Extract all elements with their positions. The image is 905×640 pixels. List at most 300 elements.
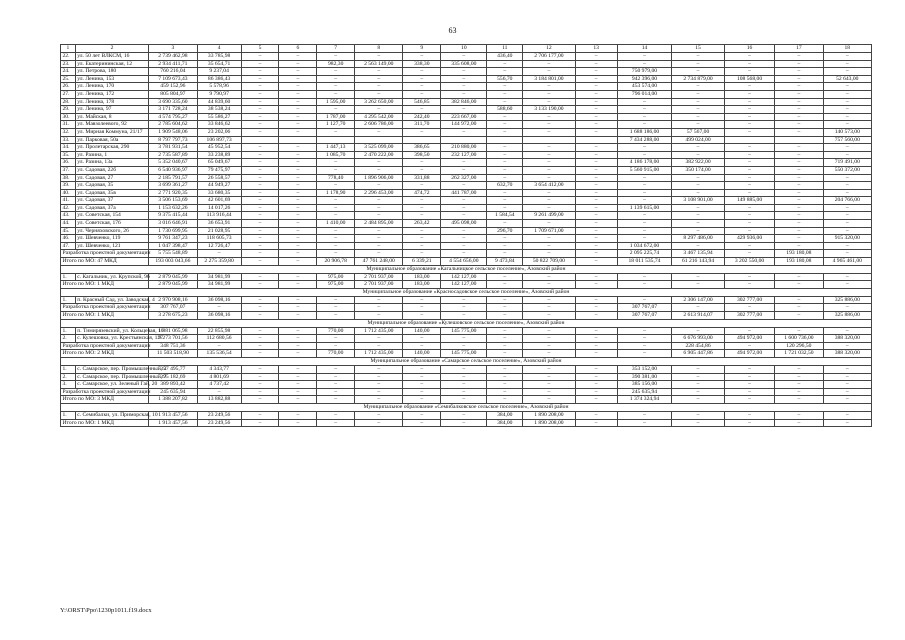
table-cell: –: [241, 250, 279, 258]
table-cell: –: [279, 144, 317, 152]
table-cell: –: [575, 419, 617, 427]
table-row: [61, 242, 872, 250]
table-cell: –: [317, 242, 355, 250]
table-cell: –: [672, 273, 725, 281]
table-cell: –: [355, 342, 403, 350]
table-cell: 1 047 398,47: [149, 242, 197, 250]
table-row: [61, 166, 872, 174]
table-cell: 1 896 906,00: [355, 174, 403, 182]
table-cell: 9 375 415,44: [149, 212, 197, 220]
table-cell: –: [487, 250, 523, 258]
table-cell: –: [241, 227, 279, 235]
table-cell: –: [241, 411, 279, 419]
table-cell: 33 680,35: [197, 189, 241, 197]
table-cell: –: [279, 411, 317, 419]
table-cell: 335 608,00: [441, 60, 487, 68]
table-row: [61, 227, 872, 235]
table-cell: 384,00: [487, 411, 523, 419]
table-cell: –: [487, 204, 523, 212]
table-cell: –: [197, 304, 241, 312]
table-cell: –: [241, 90, 279, 98]
row-number: 34.: [61, 144, 76, 152]
table-cell: –: [523, 235, 576, 243]
table-cell: 21 028,95: [197, 227, 241, 235]
table-cell: –: [279, 121, 317, 129]
table-cell: –: [724, 273, 774, 281]
table-cell: 142 127,00: [441, 273, 487, 281]
table-cell: –: [575, 350, 617, 358]
table-cell: –: [487, 60, 523, 68]
table-row: [61, 381, 872, 389]
table-cell: 1 374 324,94: [617, 396, 672, 404]
table-cell: 796 014,00: [617, 90, 672, 98]
table-cell: 1 447,13: [317, 144, 355, 152]
table-cell: –: [617, 121, 672, 129]
address-cell: с. Самарское, пер. Промышленный, 2: [77, 365, 167, 372]
table-cell: –: [724, 281, 774, 289]
table-cell: –: [575, 144, 617, 152]
column-number: 18: [823, 45, 871, 53]
table-cell: –: [279, 350, 317, 358]
table-cell: –: [672, 212, 725, 220]
table-cell: –: [617, 151, 672, 159]
table-cell: –: [523, 365, 576, 373]
table-cell: 805 804,97: [149, 90, 197, 98]
table-cell: [403, 136, 441, 144]
table-cell: –: [403, 106, 441, 114]
table-cell: 382 846,00: [441, 98, 487, 106]
municipality-heading: Муниципальное образование «Семибалковское сельское поселение», Азовский район: [61, 403, 872, 411]
table-cell: 193 180,08: [775, 258, 823, 266]
table-cell: –: [403, 250, 441, 258]
table-cell: –: [823, 388, 871, 396]
table-cell: –: [403, 83, 441, 91]
table-cell: –: [724, 83, 774, 91]
table-cell: –: [724, 68, 774, 76]
table-cell: –: [775, 235, 823, 243]
table-cell: –: [487, 128, 523, 136]
table-cell: –: [775, 197, 823, 205]
table-cell: –: [317, 106, 355, 114]
table-cell: 386,65: [403, 144, 441, 152]
summary-row: [61, 258, 872, 266]
table-cell: –: [403, 166, 441, 174]
table-cell: –: [775, 304, 823, 312]
table-cell: –: [617, 227, 672, 235]
table-cell: 5 578,96: [197, 83, 241, 91]
table-cell: –: [724, 174, 774, 182]
table-cell: 106 897,73: [197, 136, 241, 144]
table-cell: 474,72: [403, 189, 441, 197]
table-cell: –: [403, 419, 441, 427]
table-cell: 307 767,07: [617, 304, 672, 312]
table-cell: 3 467 135,94: [672, 250, 725, 258]
table-cell: –: [355, 381, 403, 389]
table-cell: 140,00: [403, 350, 441, 358]
address-cell: с. Самарское, ул. Зеленый Гай, 20: [77, 381, 158, 388]
table-cell: –: [724, 106, 774, 114]
column-number: 6: [279, 45, 317, 53]
table-cell: –: [523, 128, 576, 136]
table-cell: –: [317, 312, 355, 320]
table-cell: –: [355, 106, 403, 114]
table-cell: 1 913 457,56: [149, 411, 197, 419]
address-cell: ул. Майская, 8: [75, 113, 149, 121]
table-cell: –: [487, 68, 523, 76]
row-number: 2.: [61, 335, 76, 343]
table-cell: –: [724, 128, 774, 136]
table-cell: –: [672, 53, 725, 61]
column-number: 12: [523, 45, 576, 53]
table-cell: –: [724, 327, 774, 335]
table-cell: –: [575, 296, 617, 304]
address-cell: ул. Мавзолеевого, 92: [75, 121, 149, 129]
table-cell: –: [441, 365, 487, 373]
table-cell: –: [523, 68, 576, 76]
table-row: [61, 128, 872, 136]
table-cell: –: [823, 204, 871, 212]
table-cell: 2 701 937,00: [355, 281, 403, 289]
table-cell: 2 934 411,71: [149, 60, 197, 68]
table-cell: 778,40: [317, 174, 355, 182]
table-cell: 915 320,00: [823, 235, 871, 243]
table-cell: –: [575, 212, 617, 220]
table-cell: 307 767,07: [149, 304, 197, 312]
table-cell: 112 680,56: [197, 335, 241, 343]
table-cell: –: [317, 335, 355, 343]
address-cell: ул. Садовая, 37а: [75, 204, 149, 212]
row-number: 3.: [61, 381, 76, 389]
table-cell: –: [523, 335, 576, 343]
table-cell: –: [523, 242, 576, 250]
table-cell: –: [279, 235, 317, 243]
table-cell: –: [575, 98, 617, 106]
address-cell: ул. Садовая, 37: [75, 197, 149, 205]
table-cell: –: [775, 388, 823, 396]
table-cell: –: [241, 212, 279, 220]
table-cell: –: [279, 166, 317, 174]
table-header-row: [61, 45, 872, 53]
table-row: [61, 113, 872, 121]
table-cell: –: [487, 350, 523, 358]
table-cell: 45 952,54: [197, 144, 241, 152]
table-cell: –: [279, 106, 317, 114]
table-cell: 7 434 288,00: [617, 136, 672, 144]
table-cell: –: [355, 250, 403, 258]
table-cell: –: [724, 90, 774, 98]
table-cell: 1 909 548,06: [149, 128, 197, 136]
table-cell: –: [441, 296, 487, 304]
table-cell: –: [317, 53, 355, 61]
table-row: [61, 189, 872, 197]
table-cell: –: [823, 419, 871, 427]
table-cell: –: [241, 312, 279, 320]
table-cell: –: [317, 166, 355, 174]
table-cell: 1 153 632,26: [149, 204, 197, 212]
table-cell: 4 574 795,27: [149, 113, 197, 121]
table-cell: 4 186 178,00: [617, 159, 672, 167]
table-cell: –: [775, 411, 823, 419]
table-row: [61, 212, 872, 220]
table-cell: –: [823, 212, 871, 220]
table-cell: –: [724, 419, 774, 427]
table-cell: –: [403, 312, 441, 320]
table-cell: 3 202 550,00: [724, 258, 774, 266]
address-cell: п. Тимирязевский, ул. Кольцевая, 10: [77, 327, 164, 334]
table-cell: –: [775, 182, 823, 190]
table-cell: 33 846,62: [197, 121, 241, 129]
capital-repair-table: [60, 44, 872, 427]
row-number: 38.: [61, 174, 76, 182]
table-cell: –: [575, 159, 617, 167]
table-cell: 210 880,00: [441, 144, 487, 152]
table-cell: –: [672, 227, 725, 235]
table-cell: –: [523, 388, 576, 396]
table-cell: –: [575, 304, 617, 312]
table-cell: –: [241, 419, 279, 427]
table-cell: –: [241, 304, 279, 312]
table-cell: 3 016 646,91: [149, 220, 197, 228]
table-cell: 35 654,71: [197, 60, 241, 68]
table-cell: –: [487, 381, 523, 389]
table-cell: –: [403, 68, 441, 76]
table-cell: 384,00: [487, 419, 523, 427]
table-cell: –: [523, 121, 576, 129]
table-cell: –: [197, 388, 241, 396]
summary-row: [61, 312, 872, 320]
table-cell: 2 739 462,98: [149, 53, 197, 61]
table-cell: 242,40: [403, 113, 441, 121]
table-cell: –: [487, 396, 523, 404]
table-cell: 44 949,27: [197, 182, 241, 190]
table-cell: –: [523, 296, 576, 304]
table-cell: 12 726,47: [197, 242, 241, 250]
table-cell: –: [279, 365, 317, 373]
table-cell: –: [775, 189, 823, 197]
table-cell: –: [775, 381, 823, 389]
table-cell: –: [279, 182, 317, 190]
table-cell: –: [523, 342, 576, 350]
table-cell: 757 560,00: [823, 136, 871, 144]
table-cell: –: [575, 166, 617, 174]
table-cell: –: [317, 381, 355, 389]
table-cell: 223 667,00: [441, 113, 487, 121]
table-cell: –: [672, 151, 725, 159]
table-cell: –: [241, 113, 279, 121]
row-number: 40.: [61, 189, 76, 197]
table-cell: 1 584,54: [487, 212, 523, 220]
table-cell: 395 182,69: [149, 373, 197, 381]
table-cell: 113 916,44: [197, 212, 241, 220]
table-cell: –: [617, 212, 672, 220]
table-cell: –: [403, 365, 441, 373]
column-number: 11: [487, 45, 523, 53]
table-cell: –: [523, 166, 576, 174]
summary-label: Разработка проектной документации: [62, 304, 151, 311]
table-cell: –: [241, 242, 279, 250]
table-cell: –: [672, 281, 725, 289]
table-cell: 556,70: [487, 75, 523, 83]
section-heading-row: [61, 357, 872, 365]
row-number: 27.: [61, 90, 76, 98]
summary-row: [61, 304, 872, 312]
table-cell: –: [523, 174, 576, 182]
table-cell: –: [775, 113, 823, 121]
table-cell: –: [487, 281, 523, 289]
address-cell: ул. Парковая, 50а: [75, 136, 149, 144]
address-cell: ул. 50 лет ВЛКСМ, 16: [75, 53, 149, 61]
table-cell: –: [523, 381, 576, 389]
address-cell: ул. Садовая, 22б: [75, 166, 149, 174]
table-cell: –: [617, 342, 672, 350]
table-cell: 4 965 461,00: [823, 258, 871, 266]
table-cell: –: [317, 68, 355, 76]
address-cell: ул. Ленина, 178: [75, 98, 149, 106]
table-cell: –: [279, 342, 317, 350]
table-cell: –: [487, 304, 523, 312]
table-cell: [241, 136, 279, 144]
table-cell: –: [441, 242, 487, 250]
row-number: 1.: [61, 411, 76, 419]
table-cell: –: [575, 335, 617, 343]
table-cell: –: [279, 388, 317, 396]
table-cell: –: [441, 212, 487, 220]
table-cell: –: [241, 83, 279, 91]
table-cell: 5 755 548,89: [149, 250, 197, 258]
table-cell: 9 473,84: [487, 258, 523, 266]
table-row: [61, 411, 872, 419]
table-row: [61, 235, 872, 243]
table-cell: –: [355, 83, 403, 91]
table-cell: –: [575, 189, 617, 197]
table-cell: –: [672, 182, 725, 190]
table-cell: –: [241, 197, 279, 205]
table-cell: –: [523, 90, 576, 98]
address-cell: ул. Ленина, 172: [75, 90, 149, 98]
table-cell: –: [775, 159, 823, 167]
table-cell: –: [775, 98, 823, 106]
table-cell: –: [279, 197, 317, 205]
table-cell: –: [724, 212, 774, 220]
table-cell: –: [241, 144, 279, 152]
table-cell: –: [575, 68, 617, 76]
table-cell: –: [441, 182, 487, 190]
table-cell: –: [403, 342, 441, 350]
table-cell: –: [617, 174, 672, 182]
table-cell: –: [355, 68, 403, 76]
table-cell: –: [241, 365, 279, 373]
table-cell: –: [617, 411, 672, 419]
address-cell: ул. Садовая, 35: [75, 182, 149, 190]
column-number: 1: [61, 45, 76, 53]
table-cell: –: [355, 204, 403, 212]
table-cell: 453 574,00: [617, 83, 672, 91]
table-cell: –: [403, 396, 441, 404]
summary-label: Итого по МО: 1 МКД: [61, 312, 149, 320]
table-cell: –: [523, 83, 576, 91]
table-cell: –: [241, 396, 279, 404]
table-cell: 429 936,00: [724, 235, 774, 243]
table-cell: –: [487, 159, 523, 167]
table-cell: 357 495,77: [149, 365, 197, 373]
table-cell: –: [355, 411, 403, 419]
table-cell: 3 699 361,27: [149, 182, 197, 190]
table-cell: –: [487, 197, 523, 205]
table-cell: –: [823, 273, 871, 281]
table-cell: –: [487, 121, 523, 129]
table-cell: 20 906,78: [317, 258, 355, 266]
table-cell: –: [823, 189, 871, 197]
table-cell: –: [523, 273, 576, 281]
table-cell: 44 839,60: [197, 98, 241, 106]
table-cell: –: [575, 75, 617, 83]
summary-label: Итого по МО: 47 МКД: [61, 258, 149, 266]
address-cell: п. Красный Сад, ул. Заводская, 4: [77, 296, 155, 303]
table-cell: –: [487, 235, 523, 243]
table-cell: –: [575, 90, 617, 98]
table-row: [61, 273, 872, 281]
table-row: [61, 75, 872, 83]
table-cell: –: [775, 83, 823, 91]
table-cell: –: [775, 396, 823, 404]
table-cell: –: [279, 212, 317, 220]
table-cell: –: [523, 204, 576, 212]
table-cell: 325 886,00: [823, 296, 871, 304]
table-cell: –: [487, 342, 523, 350]
table-cell: 6 540 936,97: [149, 166, 197, 174]
table-cell: 2 606 786,00: [355, 121, 403, 129]
table-cell: –: [575, 83, 617, 91]
address-cell: ул. Советская, 176: [75, 220, 149, 228]
table-cell: –: [823, 151, 871, 159]
file-path-footer: Y:\ORST\Ppo\1230p1011.f19.docx: [60, 607, 152, 614]
table-cell: –: [523, 281, 576, 289]
table-cell: –: [672, 121, 725, 129]
table-cell: 108 568,00: [724, 75, 774, 83]
table-cell: –: [523, 350, 576, 358]
table-cell: –: [441, 53, 487, 61]
table-cell: –: [672, 304, 725, 312]
table-cell: –: [575, 121, 617, 129]
table-cell: –: [487, 335, 523, 343]
table-cell: –: [441, 419, 487, 427]
table-cell: –: [617, 281, 672, 289]
table-cell: 975,00: [317, 273, 355, 281]
table-cell: –: [241, 189, 279, 197]
table-cell: –: [317, 365, 355, 373]
table-cell: –: [724, 396, 774, 404]
table-cell: –: [441, 381, 487, 389]
table-cell: –: [441, 197, 487, 205]
table-cell: –: [672, 98, 725, 106]
table-row: [61, 327, 872, 335]
table-cell: –: [617, 327, 672, 335]
table-cell: –: [279, 60, 317, 68]
table-cell: –: [403, 335, 441, 343]
table-cell: –: [241, 128, 279, 136]
table-cell: –: [355, 75, 403, 83]
table-cell: 2 306 147,00: [672, 296, 725, 304]
table-cell: 2 771 920,35: [149, 189, 197, 197]
table-cell: –: [823, 144, 871, 152]
table-cell: –: [403, 373, 441, 381]
table-cell: –: [523, 304, 576, 312]
table-cell: 770,00: [317, 327, 355, 335]
table-cell: 982,30: [317, 60, 355, 68]
table-cell: –: [775, 106, 823, 114]
table-cell: –: [724, 113, 774, 121]
table-cell: 1 730 699,95: [149, 227, 197, 235]
